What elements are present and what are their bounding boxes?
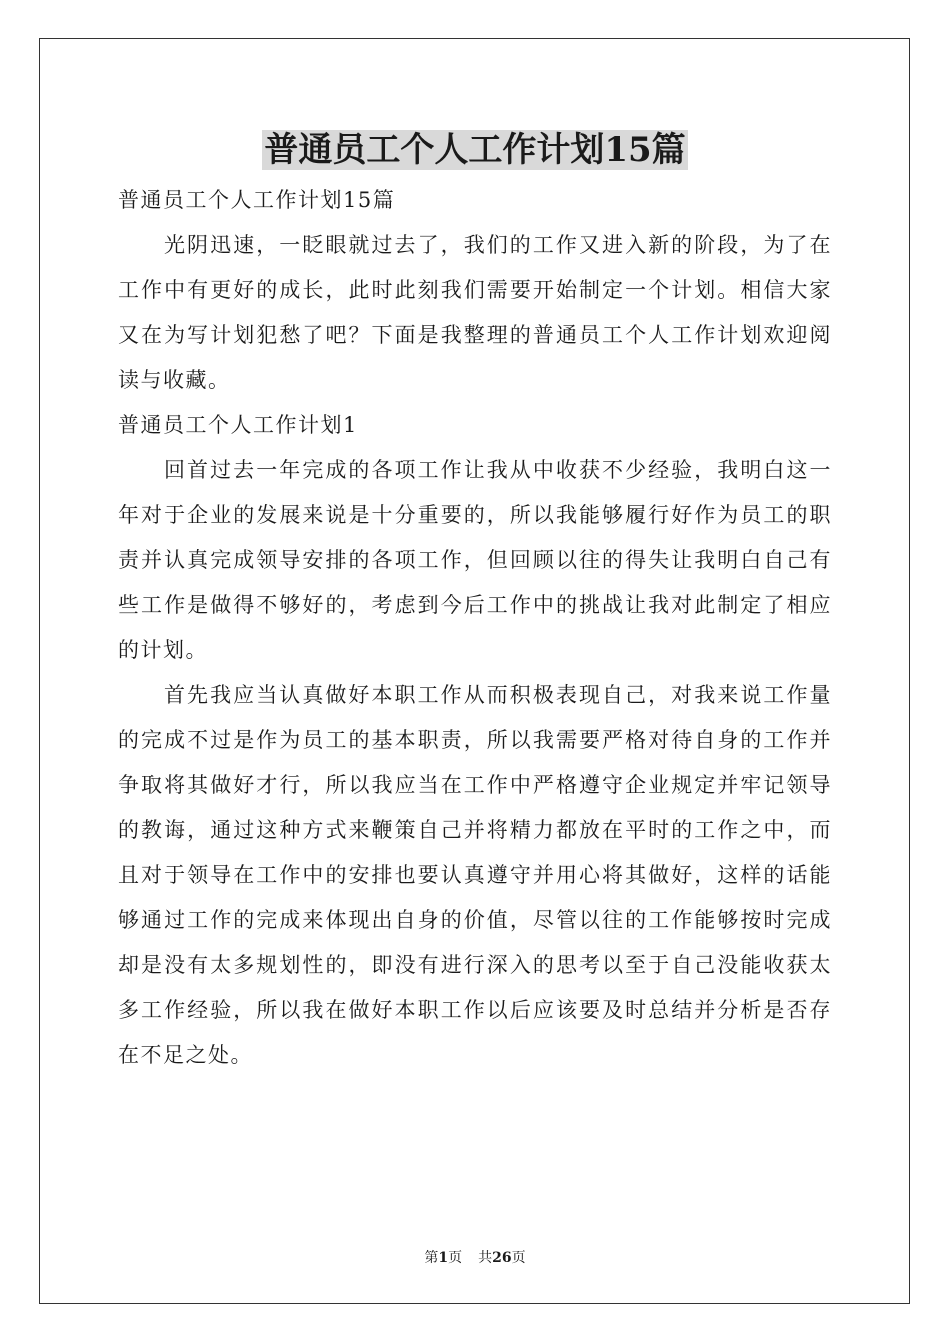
intro-paragraph: 光阴迅速，一眨眼就过去了，我们的工作又进入新的阶段，为了在工作中有更好的成长，此时此刻我们需要开始制定一个计划。相信大家又在为写计划犯愁了吧？下面是我整理的普通员工个人工作计划欢迎阅读与收藏。	[118, 233, 832, 392]
page-footer	[0, 1248, 950, 1268]
page-prefix: 第	[424, 1250, 439, 1266]
page-suffix: 页	[448, 1250, 463, 1266]
total-prefix: 共	[478, 1250, 493, 1266]
document-title	[0, 124, 950, 176]
page-number: 1	[438, 1250, 449, 1266]
total-suffix: 页	[511, 1250, 526, 1266]
section-heading: 普通员工个人工作计划1	[118, 413, 358, 437]
document-title-text: 普通员工个人工作计划15篇	[264, 130, 686, 170]
body-paragraph: 回首过去一年完成的各项工作让我从中收获不少经验，我明白这一年对于企业的发展来说是十分重要的，所以我能够履行好作为员工的职责并认真完成领导安排的各项工作，但回顾以往的得失让我明白自己有些工作是做得不够好的，考虑到今后工作中的挑战让我对此制定了相应的计划。	[118, 458, 832, 662]
subtitle-paragraph: 普通员工个人工作计划15篇	[118, 188, 396, 212]
total-pages: 26	[492, 1250, 512, 1266]
body-paragraph: 首先我应当认真做好本职工作从而积极表现自己，对我来说工作量的完成不过是作为员工的基本职责，所以我需要严格对待自身的工作并争取将其做好才行，所以我应当在工作中严格遵守企业规定并牢记领导的教诲，通过这种方式来鞭策自己并将精力都放在平时的工作之中，而且对于领导在工作中的安排也要认真遵守并用心将其做好，这样的话能够通过工作的完成来体现出自身的价值，尽管以往的工作能够按时完成却是没有太多规划性的，即没有进行深入的思考以至于自己没能收获太多工作经验，所以我在做好本职工作以后应该要及时总结并分析是否存在不足之处。	[118, 683, 832, 1067]
document-body	[118, 178, 832, 1078]
